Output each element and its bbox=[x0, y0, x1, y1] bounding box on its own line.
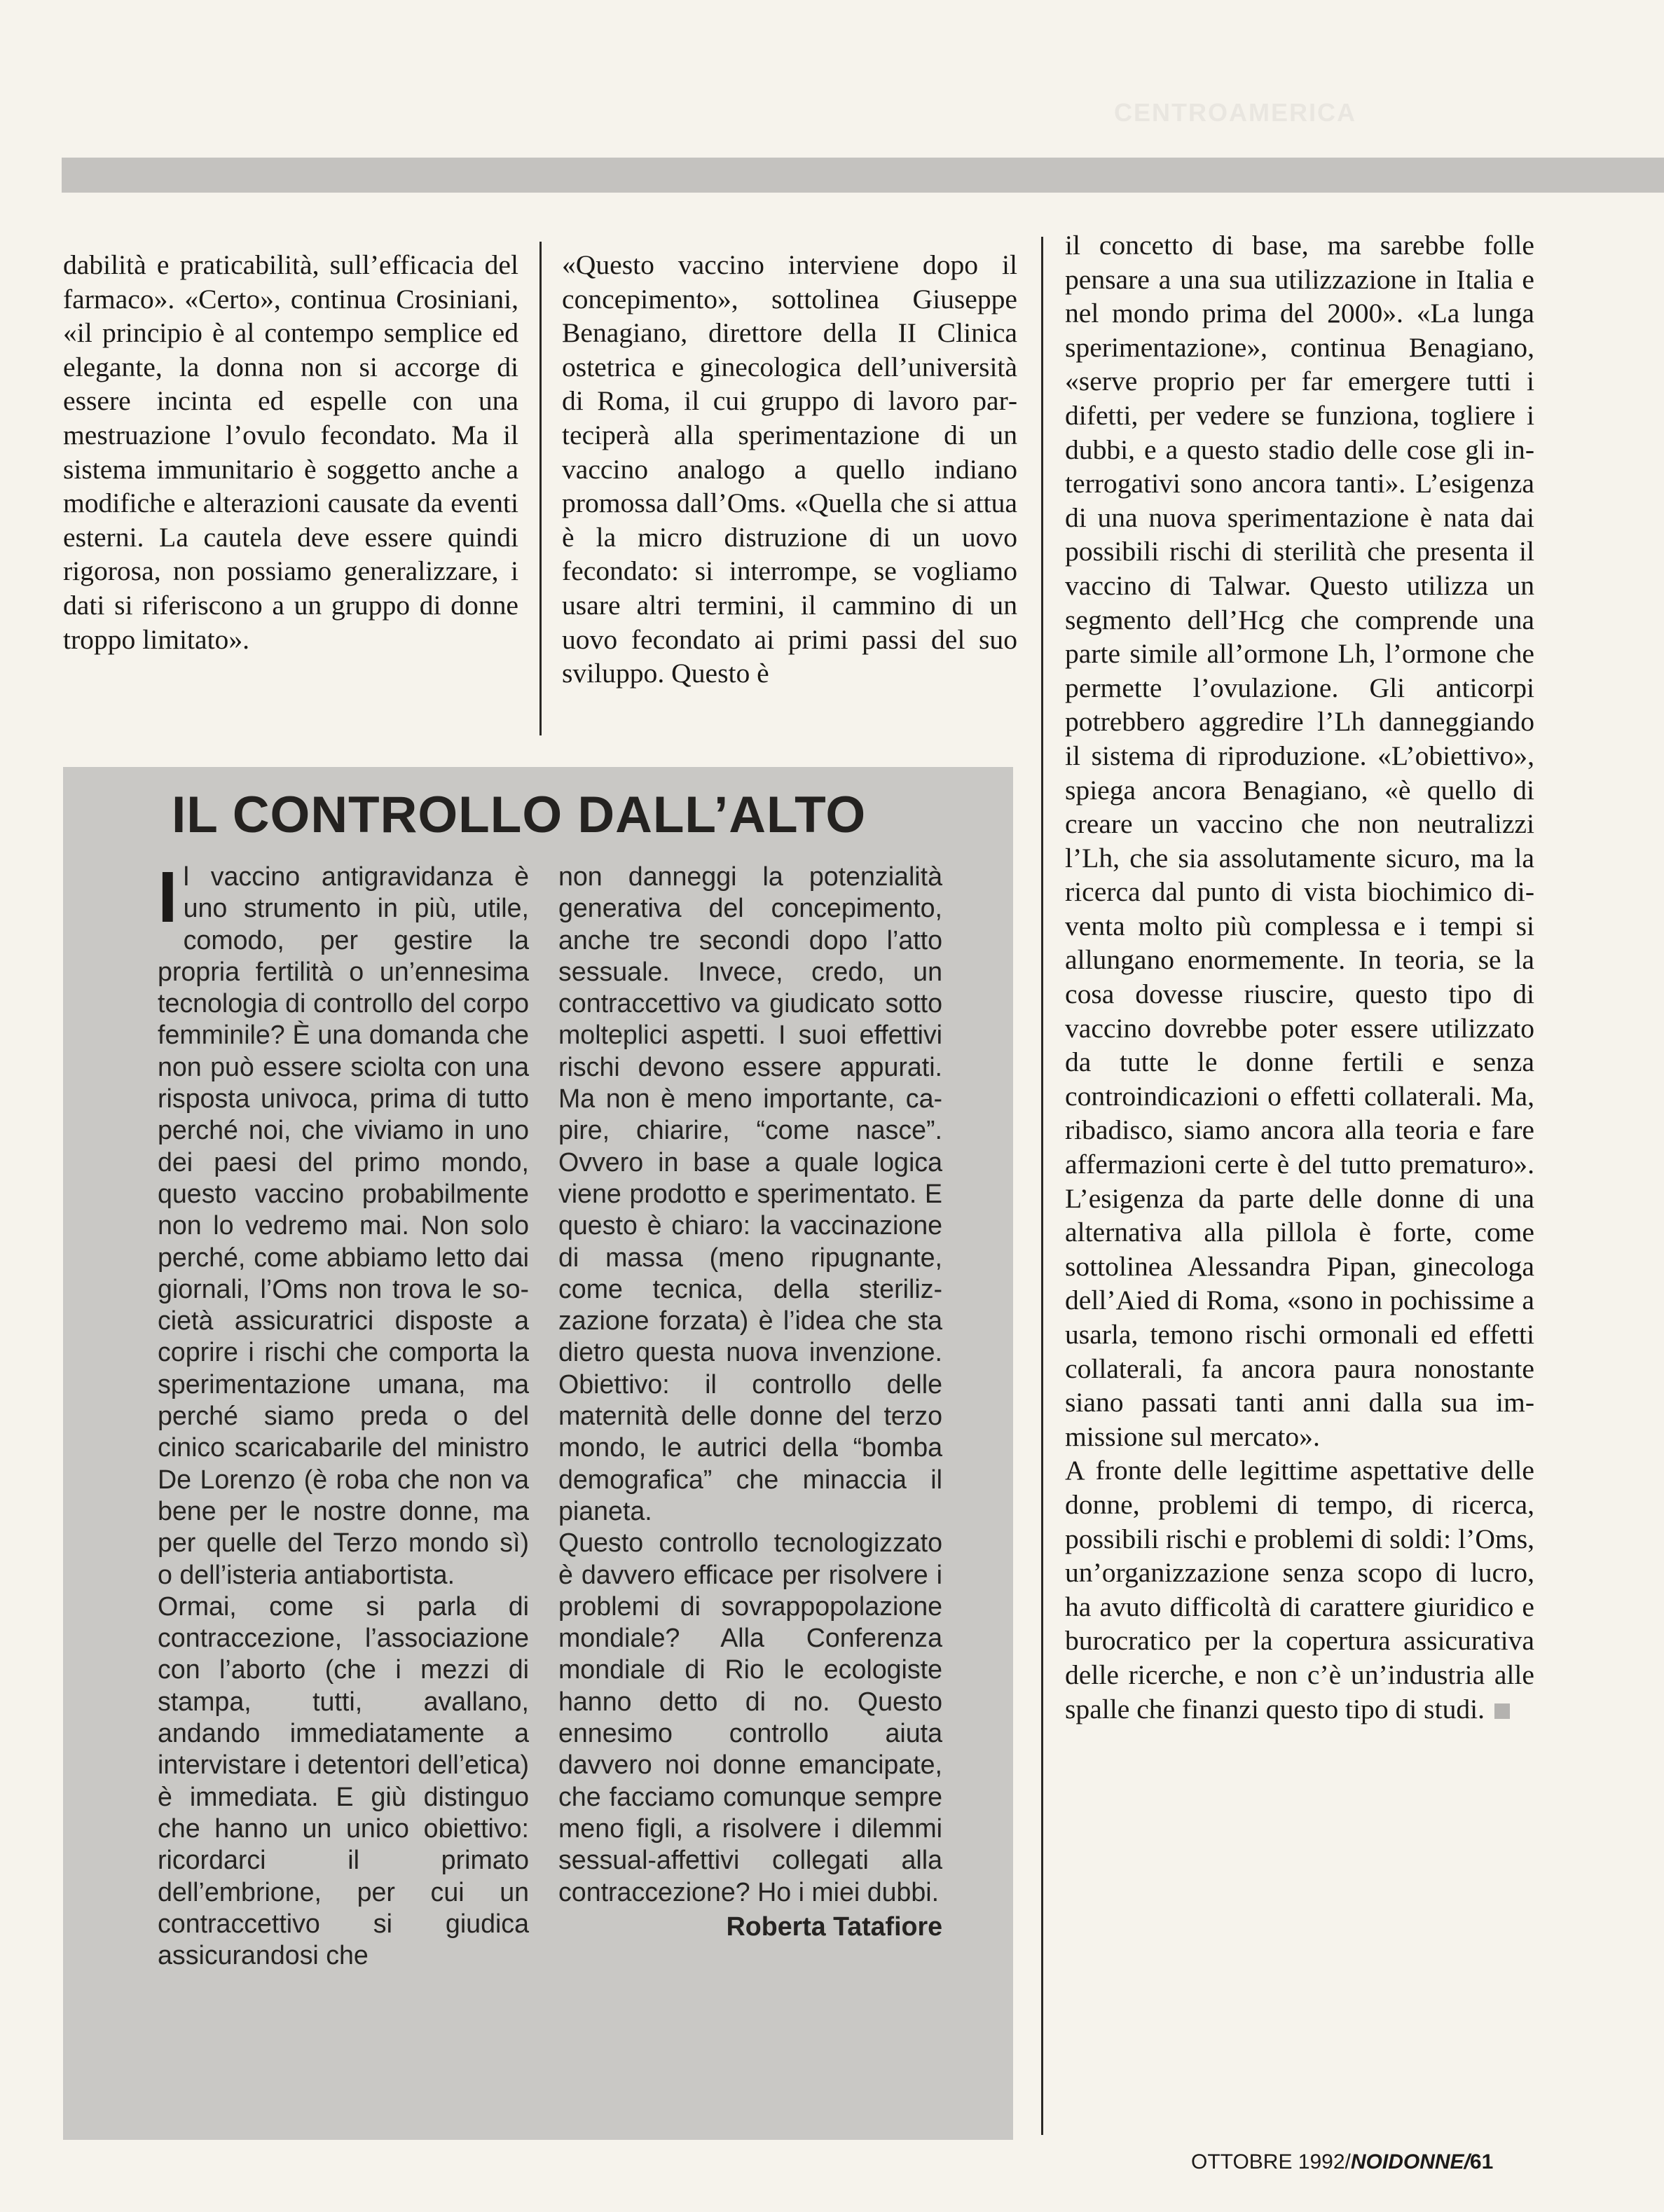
footer-date: OTTOBRE 1992/ bbox=[1191, 2150, 1351, 2173]
footer-magazine: NOIDONNE bbox=[1350, 2150, 1464, 2173]
article-paragraph: dabilità e praticabilità, sull’efficacia del farmaco». «Certo», continua Crosiniani, «il principio è al contempo semplice ed elegante, la donna non si accorge di essere incinta ed espelle con una mestruazione l’ovulo fecondato. Ma il sistema immunitario è soggetto anche a modifiche e alterazioni causate da eventi esterni. La cautela deve essere quindi rigorosa, non possiamo generalizzare, i dati si riferiscono a un gruppo di donne troppo limitato». bbox=[63, 249, 518, 655]
article-paragraph-final bbox=[1065, 1453, 1534, 1726]
article-paragraph-text: A fronte delle legittime aspettative delle donne, problemi di tempo, di ricerca, possibili rischi e problemi di soldi: l’Oms, un’organizzazione senza scopo di lucro, ha avuto difficoltà di carattere giuridico e burocratico per la copertura assicurativa delle ricerche, e non c’è un’industria alle spalle che finanzi questo tipo di studi. bbox=[1065, 1455, 1534, 1724]
article-column-right bbox=[1065, 228, 1534, 1726]
article-paragraph: «Questo vaccino interviene dopo il concepimento», sottolinea Giuseppe Benagiano, direttore della II Clinica ostetrica e ginecologica dell’università di Roma, il cui gruppo di lavoro parteciperà alla sperimentazione di un vaccino analogo a quello indiano promossa dall’Oms. «Quella che si attua è la micro distruzione di un uovo fecondato: si interrompe, se vogliamo usare altri termini, il cammino di un uovo fecondato ai primi passi del suo sviluppo. Questo è bbox=[562, 249, 1017, 689]
footer-separator: / bbox=[1464, 2150, 1470, 2173]
section-header-ghost: CENTROAMERICA bbox=[1114, 98, 1356, 127]
article-column-left bbox=[63, 248, 518, 656]
article-paragraph: il concetto di base, ma sarebbe folle pensare a una sua utilizzazione in Italia e nel mondo prima del 2000». «La lunga sperimentazione», continua Benagiano, «serve proprio per far emergere tutti i difetti, per vedere se funziona, togliere i dubbi, e a questo stadio delle cose gli interrogativi sono ancora tanti». L’esigenza di una nuova sperimentazione è nata dai possibili rischi di sterilità che presenta il vaccino di Talwar. Questo utilizza un segmento dell’Hcg che comprende una parte simile all’ormone Lh, l’ormone che permette l’ovulazione. Gli anticorpi potrebbero aggredire l’Lh danneggiando il sistema di riproduzione. «L’obiettivo», spiega ancora Benagiano, «è quello di creare un vaccino che non neutralizzi l’Lh, che sia assolutamente sicuro, ma la ricerca dal punto di vista biochimico diventa molto più complessa e i tempi si allungano enormemente. In teoria, se la cosa dovesse riuscire, questo tipo di vaccino dovrebbe poter essere utilizzato da tutte le donne fertili e senza controindicazioni o effetti collaterali. Ma, ribadisco, siamo ancora alla teoria e fare affermazioni certe è del tutto prematuro». L’esigenza da parte delle donne di una alternativa alla pillola è forte, come sottolinea Alessandra Pipan, ginecologa dell’Aied di Roma, «sono in pochissime a usarla, temono rischi ormonali ed effetti collaterali, fa ancora paura nonostante siano passati tanti anni dalla sua immissione sul mercato». bbox=[1065, 230, 1534, 1452]
article-column-middle bbox=[562, 248, 1017, 691]
box-paragraph: Questo controllo tecnologizzato è davvero efficace per risolvere i problemi di sovrappopolazione mondiale? Alla Conferenza mondiale di Rio le ecologiste hanno detto di no. Questo ennesimo controllo aiuta davvero noi donne emancipate, che facciamo comunque sempre meno figli, a risolvere i dilemmi sessual-affettivi collegati alla contraccezione? Ho i miei dubbi. bbox=[558, 1528, 942, 1907]
end-mark-icon bbox=[1494, 1703, 1510, 1719]
box-paragraph: non danneggi la potenzialità generativa del concepimento, anche tre secondi dopo l’atto sessuale. Invece, credo, un contraccettivo va giudicato sotto molteplici aspetti. I suoi effettivi rischi devono essere appurati. Ma non è meno importante, capire, chiarire, “come nasce”. Ovvero in base a quale logica viene prodotto e sperimentato. E questo è chiaro: la vaccinazione di massa (meno ripugnante, come tecnica, della sterilizzazione forzata) è l’idea che sta dietro questa nuova invenzione. Obiettivo: il controllo delle maternità delle donne del terzo mondo, le autrici della “bomba demografica” che minaccia il pianeta. bbox=[558, 862, 942, 1526]
column-rule bbox=[539, 242, 542, 735]
box-paragraph-text: l vaccino antigravidanza è uno strumento in più, utile, comodo, per gestire la propria fertilità o un’ennesima tecnologia di controllo del corpo femminile? È una domanda che non può essere sciolta con una risposta univoca, prima di tutto perché noi, che viviamo in uno dei paesi del primo mondo, questo vaccino probabilmente non lo vedremo mai. Non solo perché, come abbiamo letto dai giornali, l’Oms non trova le società assicuratrici disposte a coprire i rischi che comporta la sperimentazione umana, ma perché siamo preda o del cinico scaricabarile del ministro De Lorenzo (è roba che non va bene per le nostre donne, ma per quelle del Terzo mondo sì) o dell’isteria antiabortista. bbox=[158, 862, 529, 1589]
box-title: IL CONTROLLO DALL’ALTO bbox=[172, 787, 867, 843]
box-column-right bbox=[558, 861, 942, 1942]
author-byline: Roberta Tatafiore bbox=[726, 1911, 942, 1941]
box-column-left bbox=[158, 857, 529, 1971]
header-bar bbox=[62, 158, 1664, 193]
box-paragraph: Ormai, come si parla di contraccezione, l’associazione con l’aborto (che i mezzi di stampa, tutti, avallano, andando immediatamente a intervistare i detentori dell’etica) è immediata. E giù distinguo che hanno un unico obiettivo: ricordarci il primato dell’embrione, per cui un contraccettivo si giudica assicurandosi che bbox=[158, 1591, 529, 1970]
column-rule bbox=[1041, 237, 1043, 2135]
page-number: 61 bbox=[1469, 2150, 1494, 2173]
box-paragraph bbox=[158, 857, 529, 1591]
drop-cap: I bbox=[158, 857, 178, 937]
page-footer bbox=[1191, 2150, 1492, 2174]
